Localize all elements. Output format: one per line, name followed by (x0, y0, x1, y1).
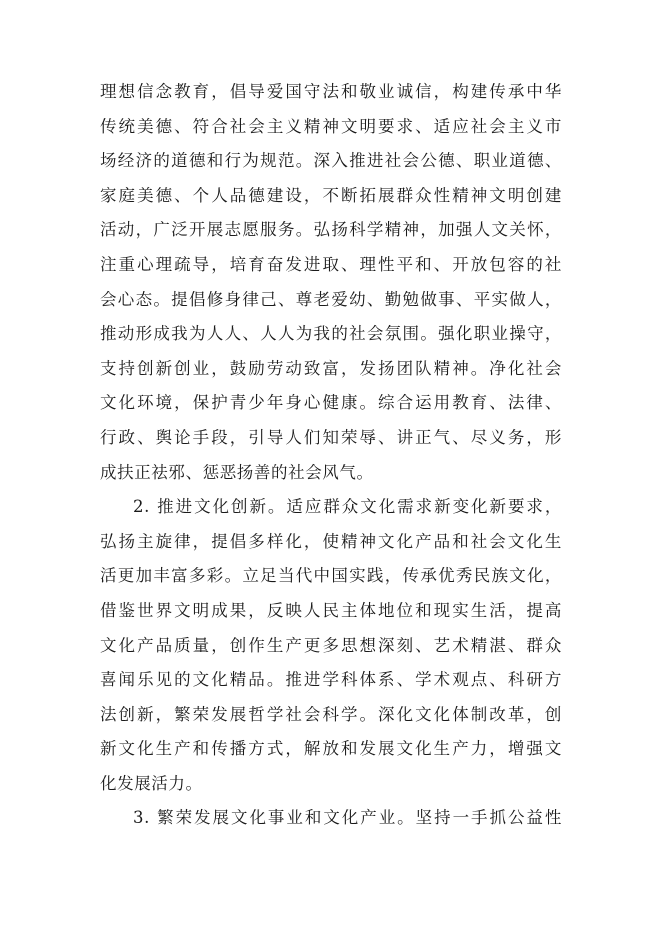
text-line: 家庭美德、个人品德建设，不断拓展群众性精神文明创建 (100, 185, 562, 205)
text-line: 推动形成我为人人、人人为我的社会氛围。强化职业操守， (100, 324, 562, 344)
text-line: 化发展活力。 (100, 773, 203, 793)
text-line: 新文化生产和传播方式，解放和发展文化生产力，增强文 (100, 739, 562, 759)
document-body (100, 75, 562, 836)
text-line: 成扶正祛邪、惩恶扬善的社会风气。 (100, 462, 374, 482)
section-heading-line: 3. 繁荣发展文化事业和文化产业。坚持一手抓公益性 (133, 808, 562, 828)
text-line: 会心态。提倡修身律己、尊老爱幼、勤勉做事、平实做人， (100, 289, 562, 309)
section-heading-line: 2. 推进文化创新。适应群众文化需求新变化新要求， (133, 497, 562, 517)
text-line: 文化环境，保护青少年身心健康。综合运用教育、法律、 (100, 393, 562, 413)
text-line: 法创新，繁荣发展哲学社会科学。深化文化体制改革，创 (100, 704, 562, 724)
text-line: 活动，广泛开展志愿服务。弘扬科学精神，加强人文关怀， (100, 220, 562, 240)
text-line: 传统美德、符合社会主义精神文明要求、适应社会主义市 (100, 116, 562, 136)
text-line: 支持创新创业，鼓励劳动致富，发扬团队精神。净化社会 (100, 358, 562, 378)
text-line: 喜闻乐见的文化精品。推进学科体系、学术观点、科研方 (100, 670, 562, 690)
text-line: 行政、舆论手段，引导人们知荣辱、讲正气、尽义务，形 (100, 427, 562, 447)
text-line: 弘扬主旋律，提倡多样化，使精神文化产品和社会文化生 (100, 531, 562, 551)
text-line: 注重心理疏导，培育奋发进取、理性平和、开放包容的社 (100, 254, 562, 274)
text-line: 文化产品质量，创作生产更多思想深刻、艺术精湛、群众 (100, 635, 562, 655)
text-line: 场经济的道德和行为规范。深入推进社会公德、职业道德、 (100, 151, 562, 171)
text-line: 理想信念教育，倡导爱国守法和敬业诚信，构建传承中华 (100, 82, 562, 101)
text-line: 借鉴世界文明成果，反映人民主体地位和现实生活，提高 (100, 600, 562, 620)
text-line: 活更加丰富多彩。立足当代中国实践，传承优秀民族文化， (100, 566, 562, 586)
